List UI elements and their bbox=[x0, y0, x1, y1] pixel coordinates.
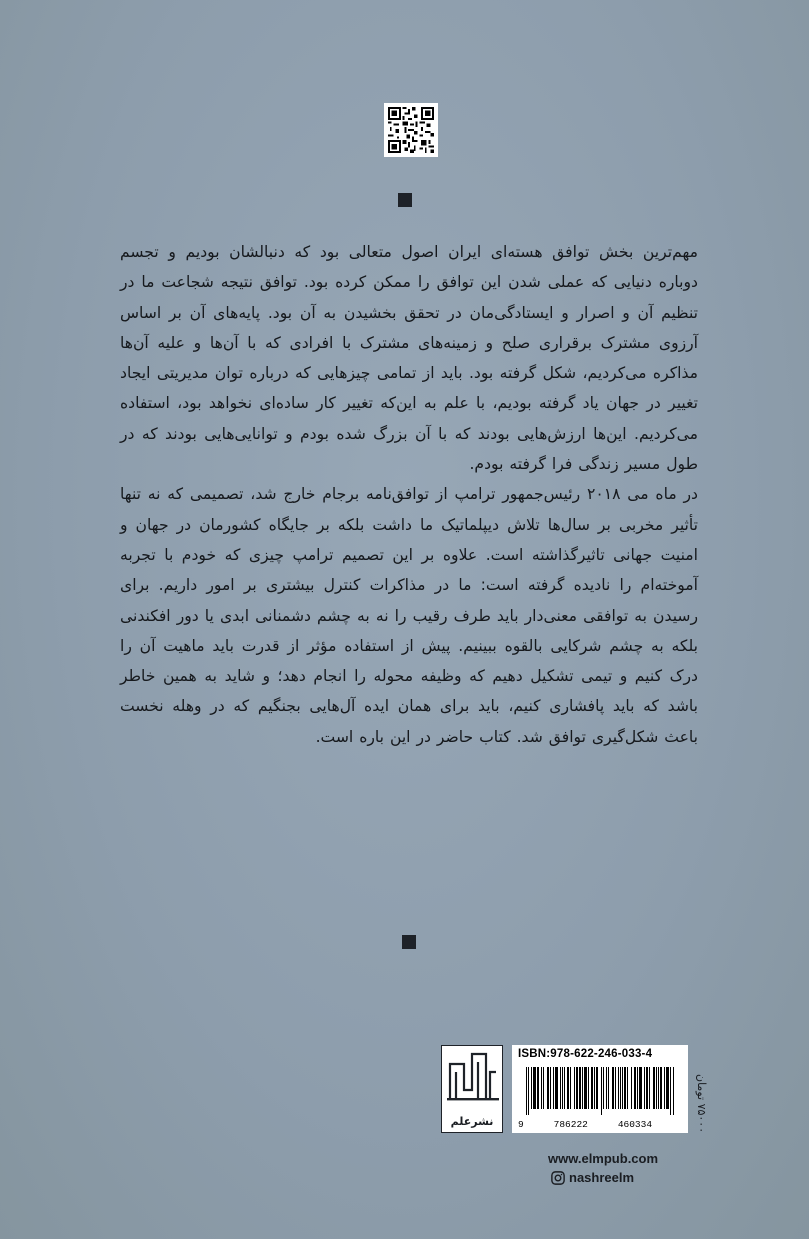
elm-publisher-logo-icon bbox=[442, 1046, 502, 1108]
barcode-bar bbox=[596, 1067, 598, 1109]
barcode-bar bbox=[603, 1067, 604, 1109]
paragraph-1: مهم‌ترین بخش توافق هسته‌ای ایران اصول متعالی بود که دنبالشان بودیم و تجسم دوباره دنیایی که عملی شدن این توافق را ممکن کرده بود. توافق نتیجه شجاعت ما در تنظیم آن و اصرار و ایستادگی‌مان در تحقق بخشیدن به آن بود. پایه‌های آن بر اساس آرزوی مشترک برقراری صلح و زمینه‌های مشترک با افرادی که با آن‌ها و علیه آن‌ها مذاکره می‌کردیم، شکل گرفته بود. باید از تمامی چیزهایی که درباره توان مدیریتی ایجاد تغییر در جهان یاد گرفته بودیم، با علم به این‌که تغییر کار ساده‌ای نخواهد بود، استفاده می‌کردیم. این‌ها ارزش‌هایی بودند که با آن بزرگ شده بودم و توانایی‌هایی بودند که در طول مسیر زندگی فرا گرفته بودم. bbox=[120, 243, 698, 474]
barcode-digits-right: 460334 bbox=[617, 1119, 653, 1130]
barcode-bar bbox=[541, 1067, 542, 1109]
paragraph-2: در ماه می ۲۰۱۸ رئیس‌جمهور ترامپ از توافق‌نامه برجام خارج شد، تصمیمی که نه تنها تأثیر مخربی بر سال‌ها تلاش دیپلماتیک ما داشت بلکه بر جایگاه کشورمان در جهان و امنیت جهانی تاثیرگذاشته است. علاوه بر این تصمیم ترامپ چیزی که خودم با تجربه آموخته‌ام را نادیده گرفته است: ما در مذاکرات کنترل بیشتری بر امور داریم. برای رسیدن به توافقی معنی‌دار باید طرف رقیب را نه به چشم دشمنانی ابدی یا دور افکندنی بلکه به چشم شرکایی بالقوه ببینیم. پیش از استفاده مؤثر از قدرت باید ماهیت آن را درک کنیم و تیمی تشکیل دهیم که وظیفه محوله را انجام دهد؛ و شاید به همین خاطر باشد که باید پافشاری کنیم، باید برای همان ایده آل‌هایی بجنگیم که در وهله نخست باعث شکل‌گیری توافق شد. کتاب حاضر در این باره است. bbox=[120, 485, 698, 746]
barcode-bar bbox=[624, 1067, 626, 1109]
barcode-bar bbox=[649, 1067, 650, 1109]
barcode-bar bbox=[584, 1067, 587, 1109]
barcode-bar bbox=[574, 1067, 575, 1109]
isbn-barcode bbox=[512, 1045, 688, 1133]
barcode-bar bbox=[620, 1067, 621, 1109]
barcode-bar bbox=[646, 1067, 648, 1109]
barcode-bar bbox=[627, 1067, 628, 1109]
barcode-bar bbox=[567, 1067, 569, 1109]
barcode-bar bbox=[553, 1067, 554, 1109]
back-cover-text bbox=[120, 237, 698, 752]
barcode-bar bbox=[588, 1067, 589, 1109]
barcode-bar bbox=[670, 1067, 671, 1115]
barcode-bar bbox=[637, 1067, 638, 1109]
barcode-bar bbox=[615, 1067, 616, 1109]
barcode-bar bbox=[594, 1067, 595, 1109]
barcode-bar bbox=[664, 1067, 665, 1109]
barcode-bar bbox=[537, 1067, 539, 1109]
qr-code-icon bbox=[388, 107, 434, 153]
barcode-bar bbox=[656, 1067, 657, 1109]
barcode-digit-lead: 9 bbox=[518, 1119, 524, 1130]
barcode-bar bbox=[612, 1067, 614, 1109]
barcode-bar bbox=[644, 1067, 645, 1109]
publisher-name: نشرعلم bbox=[450, 1115, 494, 1128]
barcode-bar bbox=[608, 1067, 609, 1109]
square-bullet-icon bbox=[402, 935, 416, 949]
barcode-bar bbox=[526, 1067, 527, 1115]
instagram-handle[interactable] bbox=[551, 1170, 634, 1185]
barcode-bar bbox=[666, 1067, 669, 1109]
barcode-bar bbox=[560, 1067, 561, 1109]
barcode-bar bbox=[631, 1067, 632, 1109]
barcode-bar bbox=[555, 1067, 558, 1109]
barcode-bar bbox=[528, 1067, 529, 1115]
barcode-bars bbox=[526, 1067, 676, 1115]
publisher-logo bbox=[441, 1045, 503, 1133]
barcode-bar bbox=[533, 1067, 536, 1109]
barcode-bar bbox=[579, 1067, 581, 1109]
barcode-bar bbox=[531, 1067, 532, 1109]
barcode-bar bbox=[606, 1067, 607, 1109]
barcode-bar bbox=[601, 1067, 602, 1115]
barcode-bar bbox=[547, 1067, 549, 1109]
barcode-bar bbox=[622, 1067, 623, 1109]
barcode-digits bbox=[518, 1119, 682, 1130]
barcode-bar bbox=[658, 1067, 659, 1109]
instagram-icon bbox=[551, 1171, 565, 1185]
price-label: ۷۵۰۰۰ تومان bbox=[695, 1073, 708, 1133]
qr-code bbox=[384, 103, 438, 157]
barcode-digits-left: 786222 bbox=[553, 1119, 588, 1130]
barcode-bar bbox=[660, 1067, 662, 1109]
barcode-bar bbox=[618, 1067, 619, 1109]
website-link[interactable]: www.elmpub.com bbox=[548, 1151, 659, 1166]
barcode-bar bbox=[639, 1067, 642, 1109]
barcode-bar bbox=[550, 1067, 551, 1109]
barcode-bar bbox=[570, 1067, 571, 1109]
barcode-bar bbox=[543, 1067, 544, 1109]
square-bullet-icon bbox=[398, 193, 412, 207]
barcode-bar bbox=[564, 1067, 565, 1109]
isbn-label: ISBN:978-622-246-033-4 bbox=[518, 1048, 653, 1060]
barcode-bar bbox=[591, 1067, 593, 1109]
barcode-bar bbox=[562, 1067, 563, 1109]
barcode-bar bbox=[673, 1067, 674, 1115]
barcode-bar bbox=[634, 1067, 636, 1109]
barcode-bar bbox=[653, 1067, 655, 1109]
barcode-bar bbox=[576, 1067, 578, 1109]
barcode-bar bbox=[582, 1067, 583, 1109]
instagram-name: nashreelm bbox=[569, 1170, 635, 1185]
